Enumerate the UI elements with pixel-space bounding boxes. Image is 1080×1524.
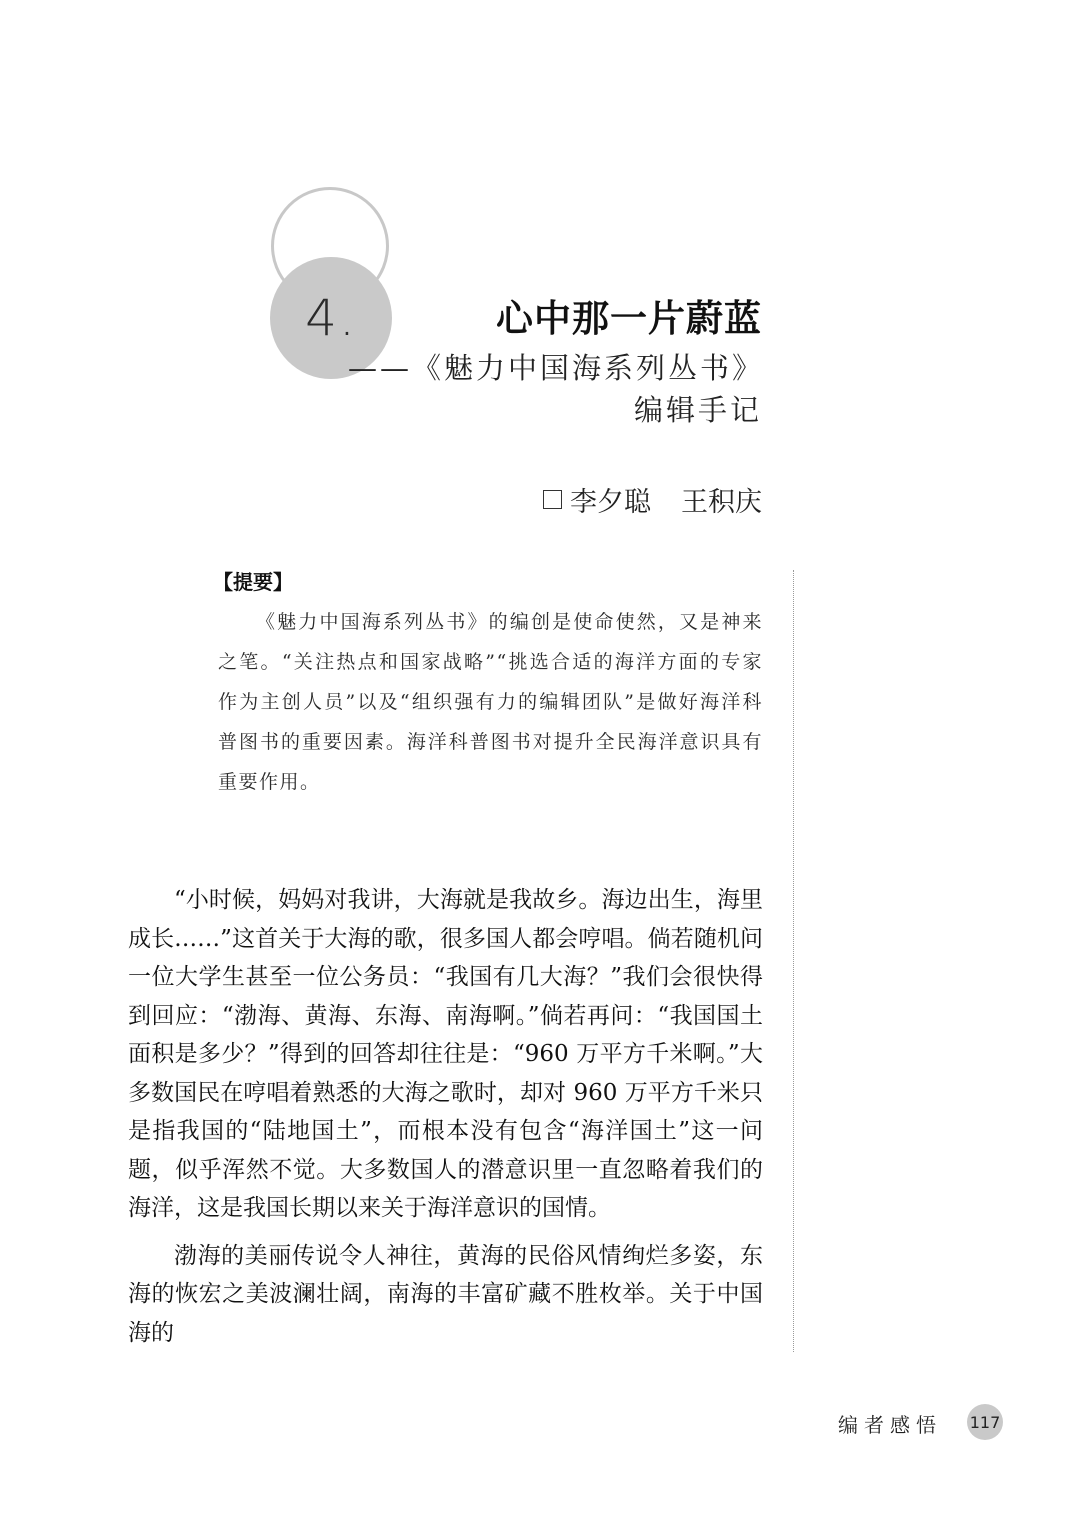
author-name: 李夕聪 (570, 487, 651, 518)
chapter-title: 心中那一片蔚蓝 (496, 297, 762, 340)
body-paragraph: 渤海的美丽传说令人神往，黄海的民俗风情绚烂多姿，东海的恢宏之美波澜壮阔，南海的丰富矿藏不胜枚举。关于中国海的 (128, 1242, 763, 1346)
author-line (543, 480, 762, 519)
body-text (128, 881, 763, 1352)
running-footer-section: 编者感悟 (838, 1413, 942, 1437)
abstract-text: 《魅力中国海系列丛书》的编创是使命使然，又是神来之笔。“关注热点和国家战略”“挑选合适的海洋方面的专家作为主创人员”以及“组织强有力的编辑团队”是做好海洋科普图书的重要因素。海洋科普图书对提升全民海洋意识具有重要作用。 (218, 611, 763, 793)
margin-divider (793, 570, 794, 1352)
body-paragraph: “小时候，妈妈对我讲，大海就是我故乡。海边出生，海里成长……”这首关于大海的歌，很多国人都会哼唱。倘若随机问一位大学生甚至一位公务员：“我国有几大海？”我们会很快得到回应：“渤海、黄海、东海、南海啊。”倘若再问：“我国国土面积是多少？”得到的回答却往往是：“960 万平方千米啊。”大多数国民在哼唱着熟悉的大海之歌时，却对 960 万平方千米只是指我国的“陆地国土”，而根本没有包含“海洋国土”这一问题，似乎浑然不觉。大多数国人的潜意识里一直忽略着我们的海洋，这是我国长期以来关于海洋意识的国情。 (128, 887, 763, 1221)
author-name: 王积庆 (681, 487, 762, 518)
chapter-subtitle-line2: 编辑手记 (633, 393, 762, 427)
chapter-number: 4. (305, 289, 357, 347)
page-number: 117 (967, 1404, 1003, 1440)
author-box-icon (543, 490, 562, 509)
abstract-label: 【提要】 (213, 570, 293, 594)
chapter-subtitle: ——《魅力中国海系列丛书》 (347, 351, 764, 385)
